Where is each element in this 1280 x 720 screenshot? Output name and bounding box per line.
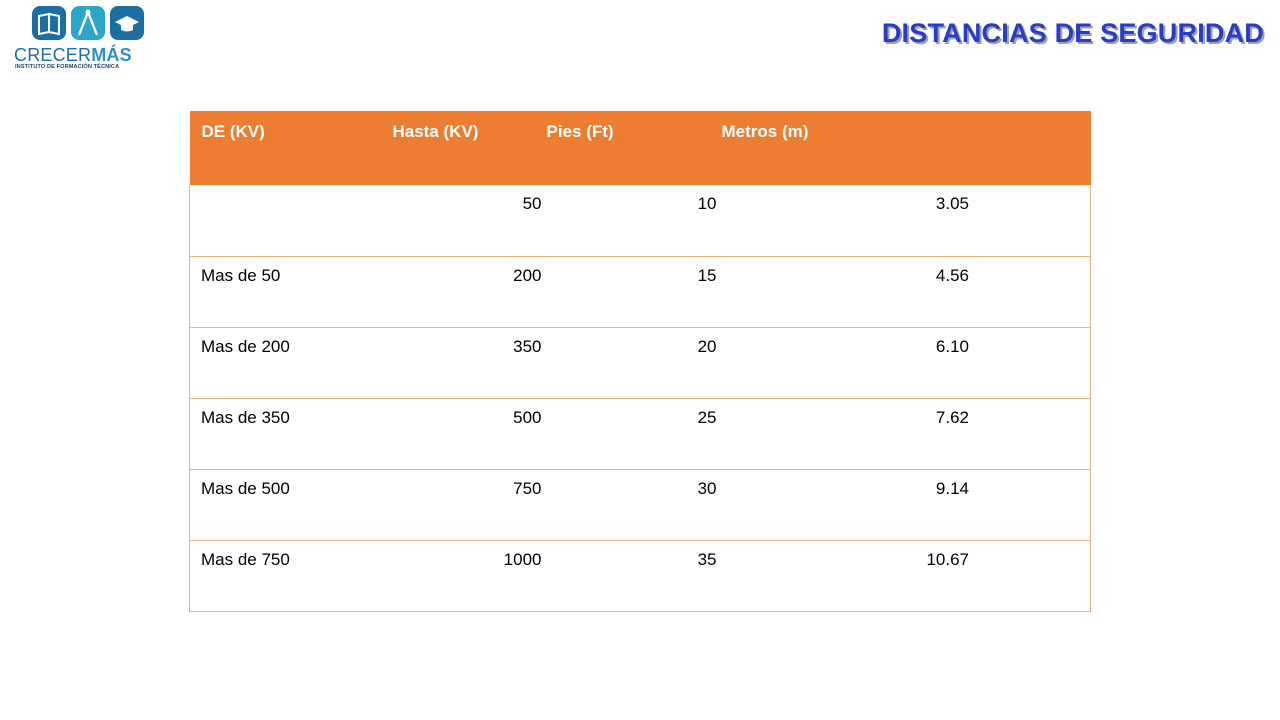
logo-name-strong: MÁS [91,45,132,65]
cell-pies-ft: 20 [547,327,722,398]
logo-name-regular: CRECER [14,45,92,65]
logo-subtitle: INSTITUTO DE FORMACIÓN TÉCNICA [15,64,120,70]
cell-metros-m: 3.05 [722,185,1091,256]
header-metros-m: Metros (m) [722,111,1091,185]
cell-pies-ft: 10 [697,194,717,213]
compass-icon [71,6,105,40]
page-title: DISTANCIAS DE SEGURIDAD [881,18,1264,48]
cell-pies-ft: 25 [547,398,722,469]
cell-hasta-kv: 1000 [390,540,547,611]
cell-hasta-kv: 350 [390,327,547,398]
header-pies-ft: Pies (Ft) [547,111,722,185]
cell-pies-ft: 30 [547,469,722,540]
safety-distances-table-container [189,111,1090,612]
table-row [190,540,1091,611]
cell-metros-m: 9.14 [722,469,1091,540]
crecermas-logo [14,4,154,70]
cell-metros-m: 4.56 [722,256,1091,327]
cell-hasta-kv: 500 [390,398,547,469]
table-row [190,469,1091,540]
table-row [190,185,1091,256]
header-de-kv: DE (KV) [190,111,390,185]
cell-de-kv: Mas de 750 [190,540,390,611]
cell-hasta-kv: 200 [390,256,547,327]
cell-metros-m: 7.62 [722,398,1091,469]
graduation-cap-icon [110,6,144,40]
header-hasta-kv: Hasta (KV) [390,111,547,185]
safety-distances-table [189,111,1091,612]
logo-wordmark [14,46,132,64]
table-row [190,327,1091,398]
table-header-row [190,111,1091,185]
cell-de-kv: Mas de 350 [190,398,390,469]
book-icon [32,6,66,40]
cell-pies-ft: 35 [547,540,722,611]
cell-de-kv: Mas de 500 [190,469,390,540]
cell-de-kv: Mas de 200 [190,327,390,398]
cell-metros-m: 6.10 [722,327,1091,398]
cell-de-kv: Mas de 50 [190,256,390,327]
table-row [190,256,1091,327]
cell-de-kv [190,185,390,256]
cell-hasta-kv: 50 [522,194,542,213]
cell-pies-ft: 15 [547,256,722,327]
cell-metros-m: 10.67 [722,540,1091,611]
logo-icons [32,4,144,42]
table-row [190,398,1091,469]
cell-hasta-kv: 750 [390,469,547,540]
